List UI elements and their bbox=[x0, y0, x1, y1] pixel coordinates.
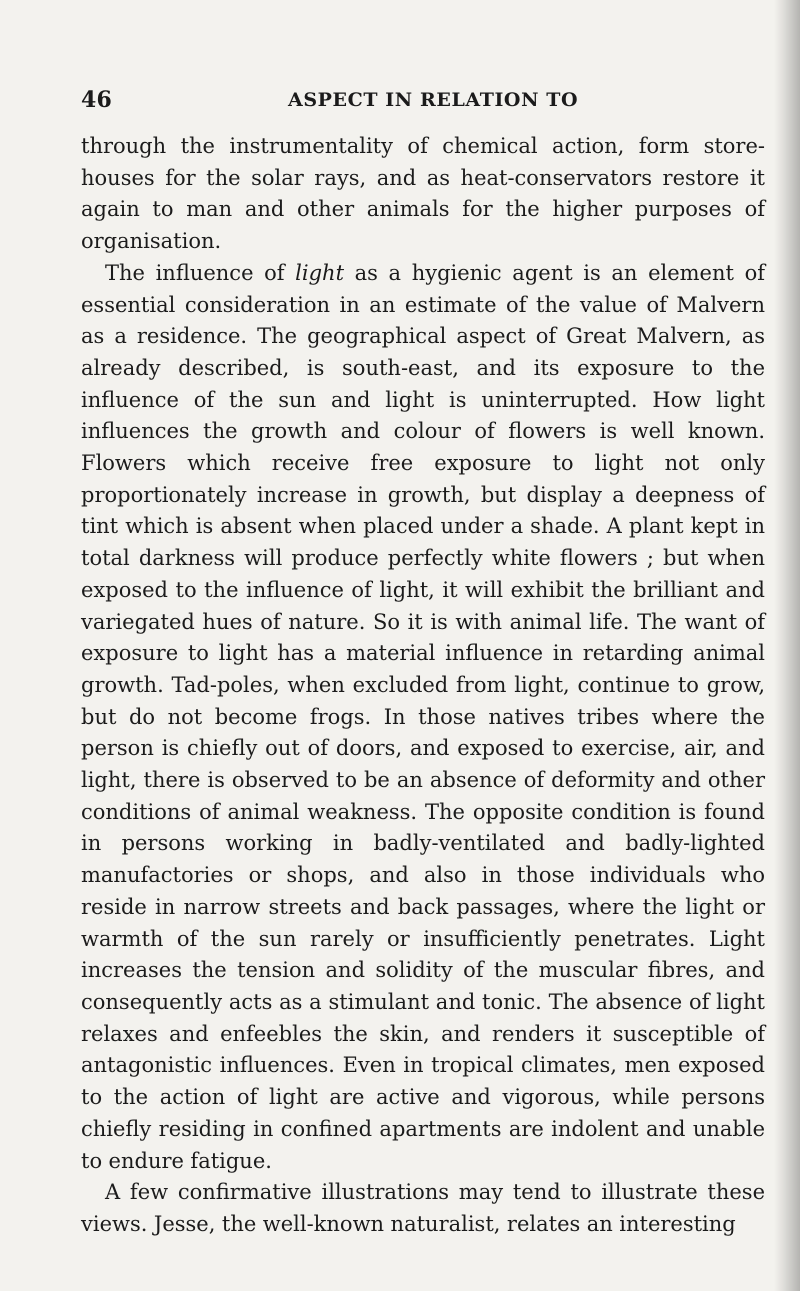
paragraph-2-after-italic: as a hygienic agent is an element of essential consideration in an estimate of the value of Malvern as a residence. The geographical aspect of Great Malvern, as already described, is south-east, and its exposure to the influence of the sun and light is uninterrupted. How light influences the growth and colour of flowers is well known. Flowers which receive free exposure to light not only proportionately increase in growth, but display a deepness of tint which is absent when placed under a shade. A plant kept in total darkness will produce perfectly white flowers ; but when exposed to the influence of light, it will exhibit the brilliant and variegated hues of nature. So it is with animal life. The want of exposure to light has a material influence in retarding animal growth. Tad-poles, when excluded from light, continue to grow, but do not become frogs. In those natives tribes where the person is chiefly out of doors, and exposed to exercise, air, and light, there is observed to be an absence of deformity and other conditions of animal weakness. The opposite condition is found in persons working in badly-ventilated and badly-lighted manufactories or shops, and also in those individuals who reside in narrow streets and back passages, where the light or warmth of the sun rarely or insufficiently penetrates. Light increases the tension and solidity of the muscular fibres, and consequently acts as a stimulant and tonic. The absence of light relaxes and enfeebles the skin, and renders it susceptible of antagonistic influences. Even in tropical climates, men exposed to the action of light are active and vigorous, while persons chiefly residing in confined apartments are indolent and unable to endure fatigue. bbox=[81, 260, 765, 1173]
paragraph-1: through the instrumentality of chemical action, form store-houses for the solar rays, and as heat-conservators restore it again to man and other animals for the higher purposes of organisation. bbox=[81, 134, 765, 254]
paragraph-2 bbox=[81, 258, 765, 1177]
italic-light-word: light bbox=[295, 260, 345, 285]
page-header bbox=[81, 87, 765, 121]
page-number: 46 bbox=[81, 87, 113, 113]
page-edge-shadow bbox=[774, 0, 800, 1291]
running-head: ASPECT IN RELATION TO bbox=[288, 89, 579, 111]
paragraph-2-before-italic: The influence of bbox=[105, 260, 296, 285]
paragraph-3: A few confirmative illustrations may tend to illustrate these views. Jesse, the well-known naturalist, relates an interesting bbox=[81, 1180, 765, 1236]
book-page bbox=[81, 87, 765, 1241]
body-text bbox=[81, 131, 765, 1241]
